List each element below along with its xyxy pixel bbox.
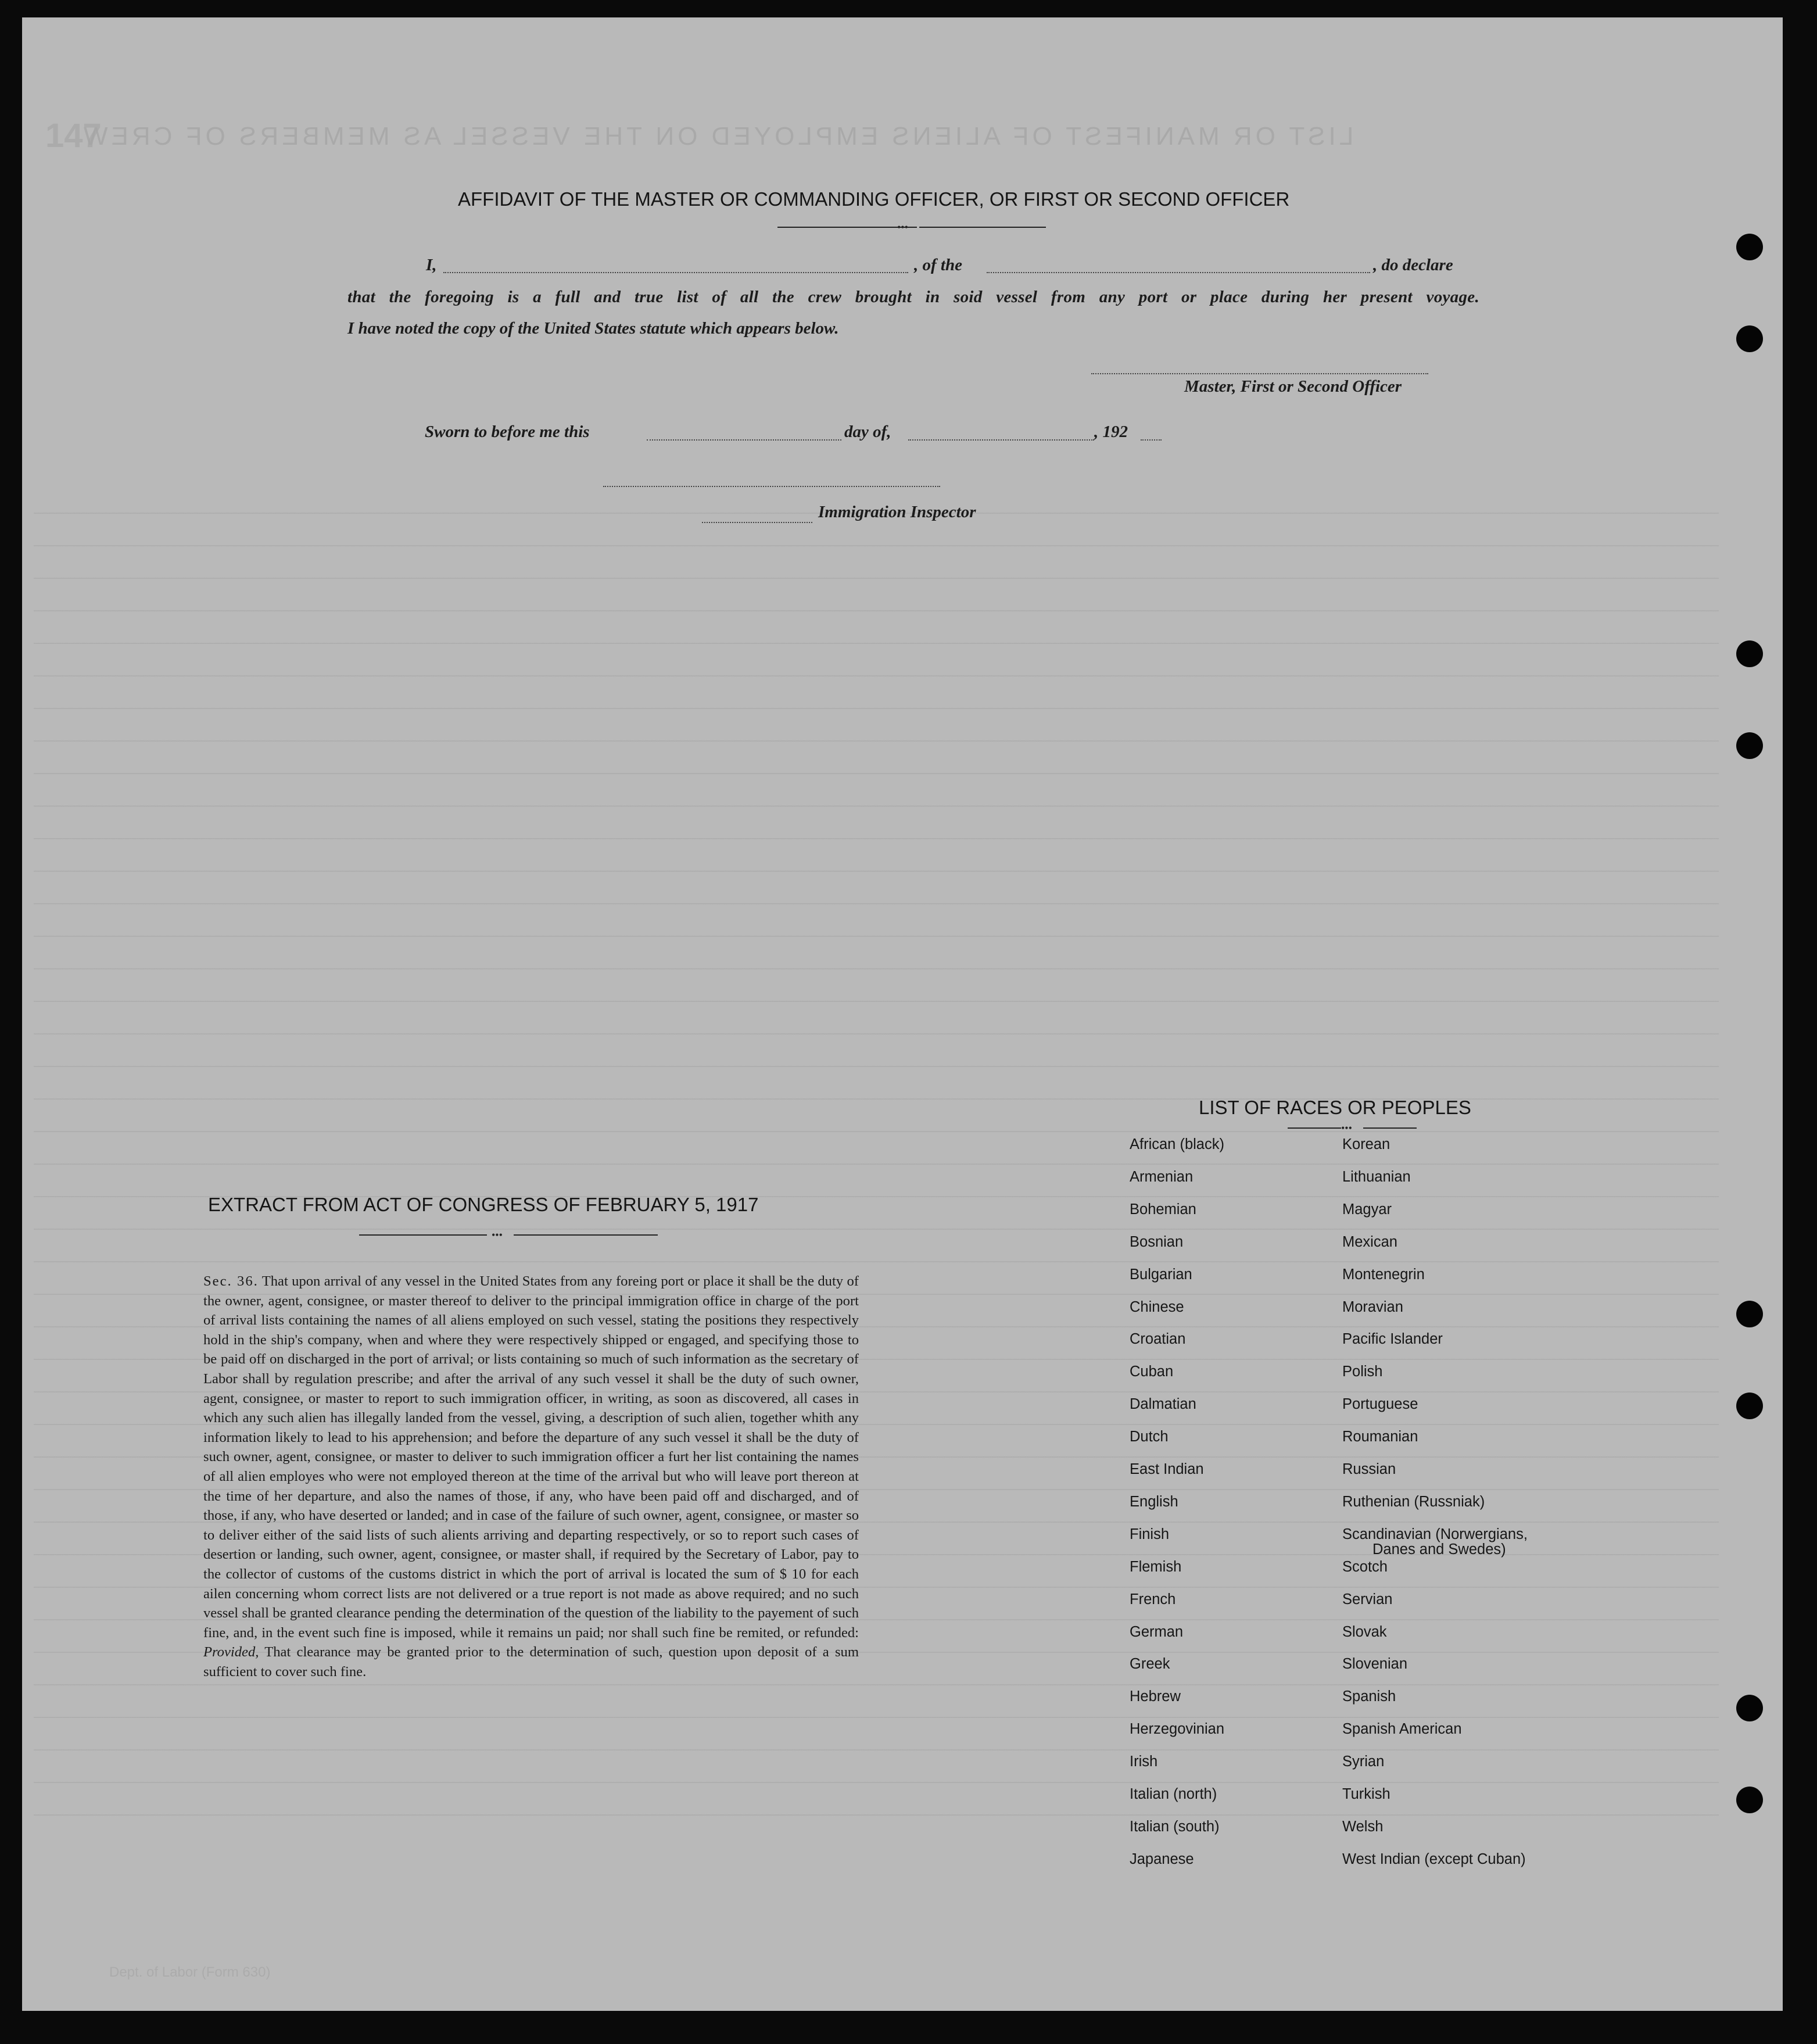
race-item: West Indian (except Cuban) <box>1342 1850 1526 1867</box>
race-item: Polish <box>1342 1363 1383 1380</box>
race-item: Hebrew <box>1130 1688 1181 1705</box>
sworn-month-field[interactable] <box>908 439 1094 441</box>
race-item: African (black) <box>1130 1136 1224 1152</box>
race-item: German <box>1130 1623 1184 1640</box>
race-item: English <box>1130 1493 1178 1510</box>
punch-hole <box>1736 1301 1763 1327</box>
extract-rule-dots: ••• <box>492 1229 503 1241</box>
race-item: Croatian <box>1130 1331 1186 1348</box>
bleed-through-heading: LIST OR MANIFEST OF ALIENS EMPLOYED ON THE VESSEL AS MEMBERS OF CREW <box>80 122 1354 151</box>
race-item: Slovak <box>1342 1623 1387 1640</box>
races-rule-right <box>1363 1127 1417 1129</box>
title-rule-right <box>919 227 1046 228</box>
extract-title: EXTRACT FROM ACT OF CONGRESS OF FEBRUARY 5, 1917 <box>208 1194 759 1215</box>
punch-hole <box>1736 1695 1763 1721</box>
extract-rule-right <box>514 1234 658 1236</box>
race-item: Russian <box>1342 1461 1396 1477</box>
bleed-through-page-number: 147 <box>45 117 102 155</box>
affidavit-statute-note: I have noted the copy of the United States statute which appears below. <box>347 319 839 338</box>
sworn-year-field[interactable] <box>1141 439 1162 441</box>
punch-hole <box>1736 640 1763 667</box>
race-item: Scandinavian (Norwergians, <box>1342 1526 1528 1542</box>
punch-hole <box>1736 1393 1763 1419</box>
races-rule-left <box>1288 1127 1341 1129</box>
race-item: Spanish American <box>1342 1721 1462 1738</box>
bleed-through-footer: Dept. of Labor (Form 630) <box>109 1964 271 1980</box>
race-item: Bosnian <box>1130 1233 1184 1250</box>
race-item: East Indian <box>1130 1461 1204 1477</box>
race-item: Servian <box>1342 1591 1393 1608</box>
race-item: Scotch <box>1342 1558 1388 1575</box>
provided-word: Provided, <box>203 1644 259 1660</box>
race-item: Mexican <box>1342 1233 1397 1250</box>
race-item: Turkish <box>1342 1786 1390 1802</box>
punch-hole <box>1736 1787 1763 1813</box>
title-rule-dots: ••• <box>897 221 908 233</box>
race-item: Greek <box>1130 1656 1170 1673</box>
sworn-label: Sworn to before me this <box>425 423 590 441</box>
race-item: Montenegrin <box>1342 1266 1425 1283</box>
race-item: Italian (north) <box>1130 1786 1217 1802</box>
race-item: Italian (south) <box>1130 1818 1220 1835</box>
extract-body-text: That upon arrival of any vessel in the United States from any foreing port or place it shall be the duty of the owner, agent, consignee, or master thereof to deliver to the principal immigration office in charge of the port of arrival lists containing the names of all aliens employed on such vessel, stating the positions they respectively hold in the ship's company, when and where they were respectively shipped or engaged, and specifying those to be paid off on discharged in the port of arrival; or lists containing so much of such information as the secretary of Labor shall by regulation prescribe; and after the arrival of any such vessel it shall be the duty of such owner, agent, consignee, or master to report to such immigration officer, in writing, as soon as discovered, all cases in which any such alien has illegally landed from the vessel, giving, a description of such alien, together whith any information likely to lead to his apprehension; and before the departure of any such vessel it shall be the duty of such owner, agent, consignee, or master to deliver to such immigration officer a furt her list containing the names of all alien employes who were not employed thereon at the time of the arrival but who will leave port thereon at the time of her departure, and also the names of those, if any, who have been paid off and discharged, and of those, if any, who have deserted or landed; and in case of the failure of such owner, agent, consignee, or master so to deliver either of the said lists of such alients arriving and departing respectively, or so to report such cases of desertion or landing, such owner, agent, consignee, or master shall, if required by the Secretary of Labor, pay to the collector of customs of the customs district in which the port of arrival is located the sum of $ 10 for each ailen concerning whom correct lists are not delivered or a true report is not made as above required; and no such vessel shall be granted clearance pending the determination of the question of the liability to the payement of such fine, and, in the event such fine is imposed, while it remains un paid; nor shall such fine be remited, or refunded: <box>203 1273 859 1641</box>
race-item: Spanish <box>1342 1688 1396 1705</box>
declarant-name-field[interactable] <box>443 272 908 273</box>
do-declare-label: , do declare <box>1373 256 1453 274</box>
race-item: Pacific Islander <box>1342 1331 1443 1348</box>
officer-signature-field[interactable] <box>1091 373 1428 374</box>
extract-rule-left <box>359 1234 487 1236</box>
officer-signature-label: Master, First or Second Officer <box>1184 377 1402 396</box>
race-item: Lithuanian <box>1342 1168 1411 1185</box>
race-item: Irish <box>1130 1753 1158 1770</box>
race-item: Moravian <box>1342 1298 1403 1315</box>
races-rule-dots: ••• <box>1341 1122 1352 1134</box>
race-item: Bohemian <box>1130 1201 1196 1218</box>
punch-hole <box>1736 234 1763 260</box>
race-item: Dalmatian <box>1130 1396 1196 1413</box>
race-item: Armenian <box>1130 1168 1194 1185</box>
race-item: Flemish <box>1130 1558 1182 1575</box>
race-item: Korean <box>1342 1136 1390 1152</box>
punch-hole <box>1736 732 1763 759</box>
year-prefix-label: , 192 <box>1094 423 1128 441</box>
race-item: Finish <box>1130 1526 1170 1542</box>
race-item: Welsh <box>1342 1818 1384 1835</box>
inspector-name-field[interactable] <box>702 522 812 523</box>
extract-body-end: That clearance may be granted prior to the determination of such, question upon deposit of a sum sufficient to cover such fine. <box>203 1644 859 1680</box>
race-item: Magyar <box>1342 1201 1392 1218</box>
sworn-day-field[interactable] <box>647 439 841 441</box>
document-page <box>22 17 1783 2011</box>
extract-body <box>203 1272 859 1681</box>
affidavit-title: AFFIDAVIT OF THE MASTER OR COMMANDING OFFICER, OR FIRST OR SECOND OFFICER <box>458 188 1290 210</box>
race-item: Roumanian <box>1342 1429 1418 1445</box>
race-item: Bulgarian <box>1130 1266 1192 1283</box>
race-item: Dutch <box>1130 1429 1169 1445</box>
race-item: Danes and Swedes) <box>1372 1541 1506 1558</box>
inspector-label: Immigration Inspector <box>818 503 976 521</box>
punch-hole <box>1736 325 1763 352</box>
race-item: Japanese <box>1130 1850 1194 1867</box>
affidavit-statement: that the foregoing is a full and true list of all the crew brought in soid vessel from any port or place during her present voyage. <box>347 288 1479 306</box>
inspector-signature-field[interactable] <box>603 486 940 487</box>
race-item: Herzegovinian <box>1130 1721 1225 1738</box>
race-item: Syrian <box>1342 1753 1385 1770</box>
race-item: Slovenian <box>1342 1656 1407 1673</box>
race-item: Portuguese <box>1342 1396 1418 1413</box>
vessel-name-field[interactable] <box>987 272 1370 273</box>
races-title: LIST OF RACES OR PEOPLES <box>1199 1097 1471 1118</box>
race-item: Cuban <box>1130 1363 1174 1380</box>
race-item: French <box>1130 1591 1176 1608</box>
section-label: Sec. 36. <box>203 1273 259 1289</box>
of-the-label: , of the <box>914 256 962 274</box>
race-item: Chinese <box>1130 1298 1184 1315</box>
day-of-label: day of, <box>844 423 891 441</box>
title-rule-left <box>777 227 917 228</box>
race-item: Ruthenian (Russniak) <box>1342 1493 1485 1510</box>
declarant-label: I, <box>426 256 437 274</box>
